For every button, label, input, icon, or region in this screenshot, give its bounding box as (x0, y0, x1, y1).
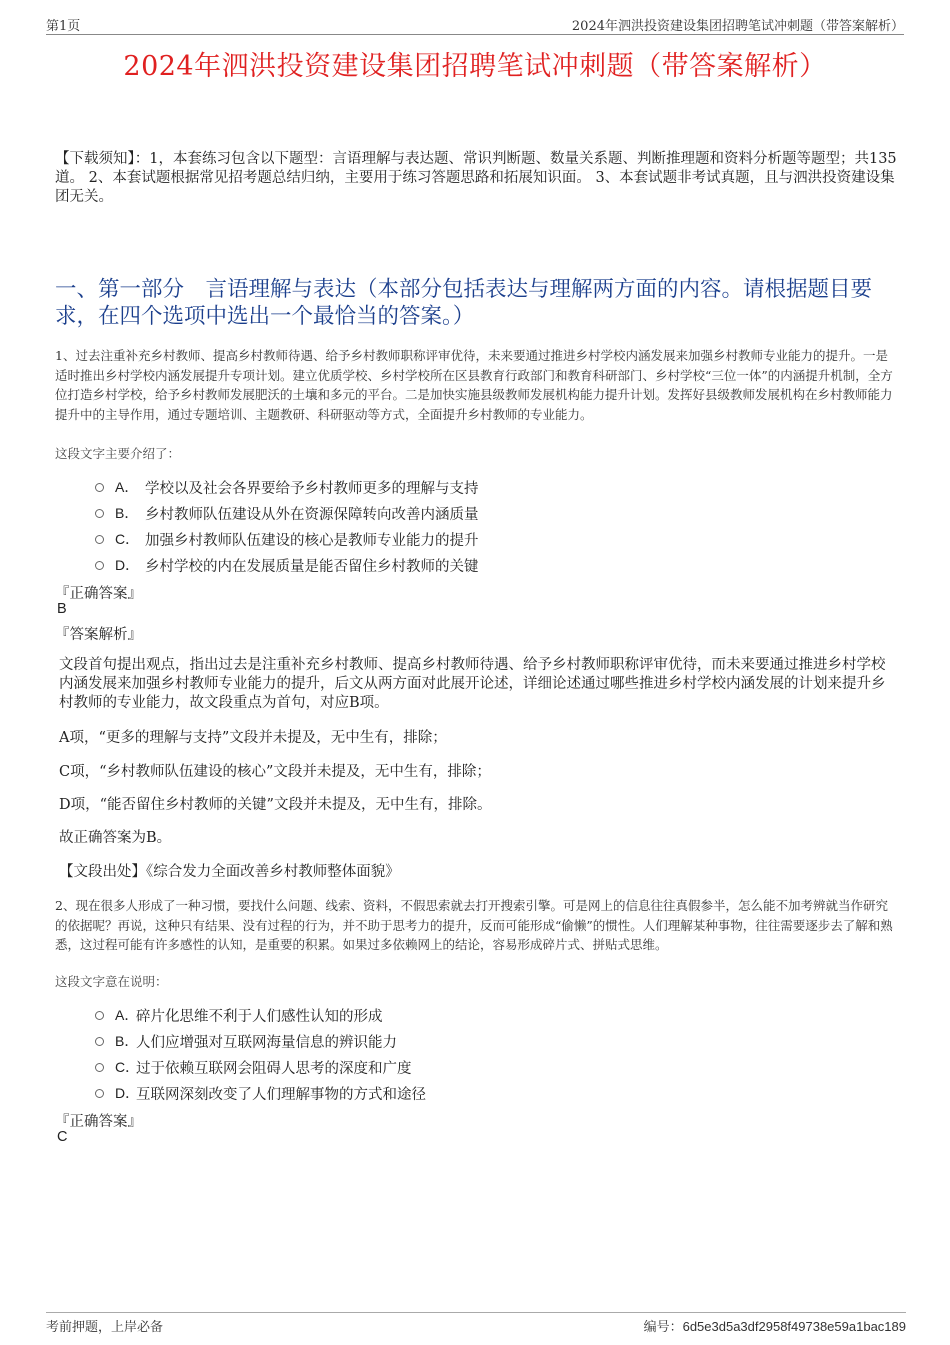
question-1-passage: 1、过去注重补充乡村教师、提高乡村教师待遇、给予乡村教师职称评审优待，未来要通过推进乡村学校内涵发展来加强乡村教师专业能力的提升。一是适时推出乡村学校内涵发展提升专项计划。建立优质学校、乡村学校所在区县教育行政部门和教育科研部门、乡村学校“三位一体”的内涵提升机制，全方位打造乡村学校，给予乡村教师发展肥沃的土壤和多元的平台。二是加快实施县级教师发展机构能力提升计划。发挥好县级教师发展机构在乡村教师能力提升中的主导作用，通过专题培训、主题教研、科研驱动等方式，全面提升乡村教师的专业能力。 (55, 348, 893, 422)
page-footer (46, 1312, 906, 1335)
option-letter: C． (115, 531, 140, 547)
question-2-options (95, 1003, 875, 1107)
radio-button[interactable] (95, 509, 104, 518)
option-text: 过于依赖互联网会阻碍人思考的深度和广度 (136, 1061, 412, 1077)
option-letter: D． (115, 1085, 140, 1101)
question-2-option-a[interactable] (95, 1003, 875, 1029)
radio-button[interactable] (95, 1089, 104, 1098)
radio-button[interactable] (95, 1037, 104, 1046)
option-text: 互联网深刻改变了人们理解事物的方式和途径 (136, 1087, 426, 1103)
option-text: 加强乡村教师队伍建设的核心是教师专业能力的提升 (145, 533, 479, 549)
footer-code-label: 编号： (643, 1320, 683, 1335)
option-text: 乡村教师队伍建设从外在资源保障转向改善内涵质量 (145, 507, 479, 523)
analysis-label: 『答案解析』 (55, 627, 142, 643)
question-1-answer: B (57, 601, 67, 617)
analysis-option-d: D项，“能否留住乡村教师的关键”文段并未提及，无中生有，排除。 (59, 797, 492, 813)
option-letter: C． (115, 1059, 140, 1075)
option-text: 乡村学校的内在发展质量是能否留住乡村教师的关键 (145, 559, 479, 575)
analysis-option-c: C项，“乡村教师队伍建设的核心”文段并未提及，无中生有，排除； (59, 764, 491, 780)
option-text: 碎片化思维不利于人们感性认知的形成 (136, 1009, 383, 1025)
question-1-option-b[interactable] (95, 501, 875, 527)
option-letter: B． (115, 505, 139, 521)
page-title: 2024年泗洪投资建设集团招聘笔试冲刺题（带答案解析） (123, 51, 827, 82)
question-1-prompt: 这段文字主要介绍了： (55, 446, 181, 461)
question-2-prompt: 这段文字意在说明： (55, 974, 168, 989)
question-1-analysis: 文段首句提出观点，指出过去是注重补充乡村教师、提高乡村教师待遇、给予乡村教师职称评审优待，而未来要通过推进乡村学校内涵发展来加强乡村教师专业能力的提升，后文从两方面对此展开论述，详细论述通过哪些推进乡村学校内涵发展的计划来提升乡村教师的专业能力，故文段重点为首句，对应B项。 (59, 657, 886, 711)
question-2-answer: C (57, 1129, 68, 1145)
question-2-option-c[interactable] (95, 1055, 875, 1081)
radio-button[interactable] (95, 535, 104, 544)
option-letter: B． (115, 1033, 139, 1049)
analysis-option-a: A项，“更多的理解与支持”文段并未提及，无中生有，排除； (59, 730, 447, 746)
radio-button[interactable] (95, 561, 104, 570)
question-1-options (95, 475, 875, 579)
analysis-source: 【文段出处】《综合发力全面改善乡村教师整体面貌》 (59, 864, 400, 880)
question-2-option-b[interactable] (95, 1029, 875, 1055)
correct-answer-label: 『正确答案』 (55, 586, 142, 602)
option-text: 学校以及社会各界要给予乡村教师更多的理解与支持 (145, 481, 479, 497)
option-letter: D． (115, 557, 140, 573)
question-2-option-d[interactable] (95, 1081, 875, 1107)
page-number: 第1页 (46, 19, 81, 34)
correct-answer-label: 『正确答案』 (55, 1114, 142, 1130)
question-1-option-a[interactable] (95, 475, 875, 501)
header-doc-title: 2024年泗洪投资建设集团招聘笔试冲刺题（带答案解析） (571, 19, 904, 34)
footer-code-value: 6d5e3d5a3df2958f49738e59a1bac189 (682, 1319, 906, 1334)
download-notice: 【下载须知】：1，本套练习包含以下题型：言语理解与表达题、常识判断题、数量关系题、判断推理题和资料分析题等题型；共135道。 2、本套试题根据常见招考题总结归纳，主要用于练习答题思路和拓展知识面。 3、本套试题非考试真题，且与泗洪投资建设集团无关。 (55, 151, 897, 205)
radio-button[interactable] (95, 483, 104, 492)
question-2-passage: 2、现在很多人形成了一种习惯，要找什么问题、线索、资料，不假思索就去打开搜索引擎。可是网上的信息往往真假参半，怎么能不加考辨就当作研究的依据呢？再说，这种只有结果、没有过程的行为，并不助于思考力的提升，反而可能形成“偷懒”的惯性。人们理解某种事物，往往需要逐步去了解和熟悉，这过程可能有许多感性的认知，是重要的积累。如果过多依赖网上的结论，容易形成碎片式、拼贴式思维。 (55, 898, 893, 952)
radio-button[interactable] (95, 1011, 104, 1020)
question-1-option-d[interactable] (95, 553, 875, 579)
footer-slogan: 考前押题，上岸必备 (46, 1320, 164, 1335)
radio-button[interactable] (95, 1063, 104, 1072)
option-text: 人们应增强对互联网海量信息的辨识能力 (136, 1035, 397, 1051)
analysis-conclusion: 故正确答案为B。 (59, 830, 172, 846)
section-heading: 一、第一部分 言语理解与表达（本部分包括表达与理解两方面的内容。请根据题目要求，在四个选项中选出一个最恰当的答案。） (55, 277, 873, 329)
option-letter: A． (115, 1007, 139, 1023)
option-letter: A． (115, 479, 139, 495)
page-header (46, 14, 904, 35)
footer-code (644, 1316, 906, 1335)
question-1-option-c[interactable] (95, 527, 875, 553)
